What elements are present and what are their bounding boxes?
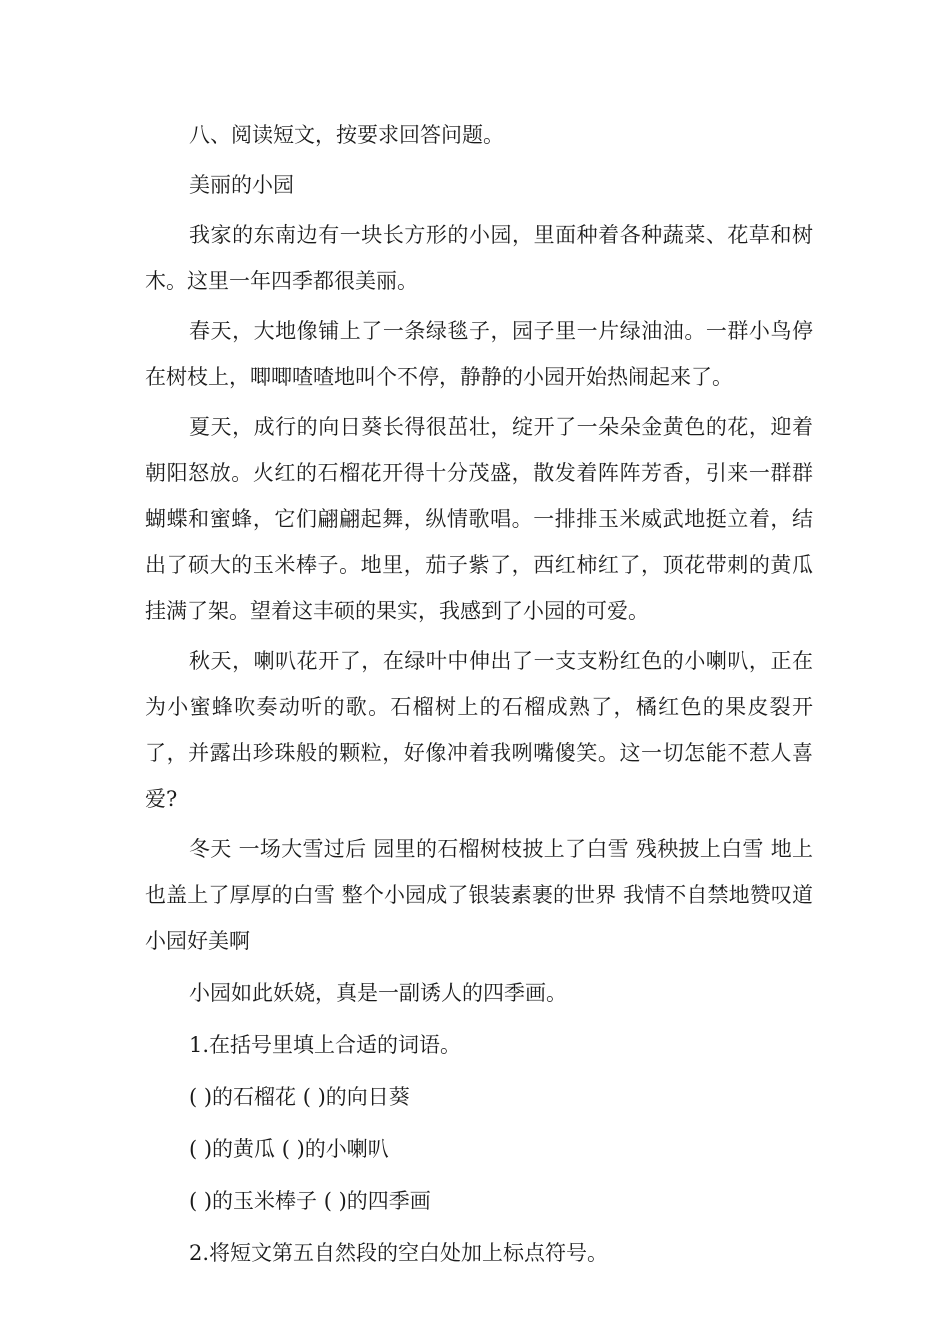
paragraph-5: 冬天 一场大雪过后 园里的石榴树枝披上了白雪 残秧披上白雪 地上也盖上了厚厚的白雪 整个小园成了银装素裹的世界 我情不自禁地赞叹道 小园好美啊	[145, 837, 813, 953]
passage-title: 美丽的小园	[189, 173, 294, 197]
paragraph-6: 小园如此妖娆，真是一副诱人的四季画。	[189, 981, 567, 1005]
section-heading: 八、阅读短文，按要求回答问题。	[189, 123, 504, 147]
paragraph-2: 春天，大地像铺上了一条绿毯子，园子里一片绿油油。一群小鸟停在树枝上，唧唧喳喳地叫个不停，静静的小园开始热闹起来了。	[145, 319, 813, 389]
paragraph-3: 夏天，成行的向日葵长得很茁壮，绽开了一朵朵金黄色的花，迎着朝阳怒放。火红的石榴花开得十分茂盛，散发着阵阵芳香，引来一群群蝴蝶和蜜蜂，它们翩翩起舞，纵情歌唱。一排排玉米威武地挺立着，结出了硕大的玉米棒子。地里，茄子紫了，西红柿红了，顶花带刺的黄瓜挂满了架。望着这丰硕的果实，我感到了小园的可爱。	[145, 415, 813, 623]
paragraph-1: 我家的东南边有一块长方形的小园，里面种着各种蔬菜、花草和树木。这里一年四季都很美丽。	[145, 223, 813, 293]
paragraph-4: 秋天，喇叭花开了，在绿叶中伸出了一支支粉红色的小喇叭，正在为小蜜蜂吹奏动听的歌。石榴树上的石榴成熟了，橘红色的果皮裂开了，并露出珍珠般的颗粒，好像冲着我咧嘴傻笑。这一切怎能不惹人喜爱?	[145, 649, 813, 811]
question-2: 2.将短文第五自然段的空白处加上标点符号。	[189, 1241, 609, 1265]
question-1-row-2: ( )的黄瓜 ( )的小喇叭	[189, 1137, 389, 1161]
question-1-row-3: ( )的玉米棒子 ( )的四季画	[189, 1189, 431, 1213]
question-1: 1.在括号里填上合适的词语。	[189, 1033, 462, 1057]
document-body	[145, 112, 813, 1276]
question-1-row-1: ( )的石榴花 ( )的向日葵	[189, 1085, 410, 1109]
